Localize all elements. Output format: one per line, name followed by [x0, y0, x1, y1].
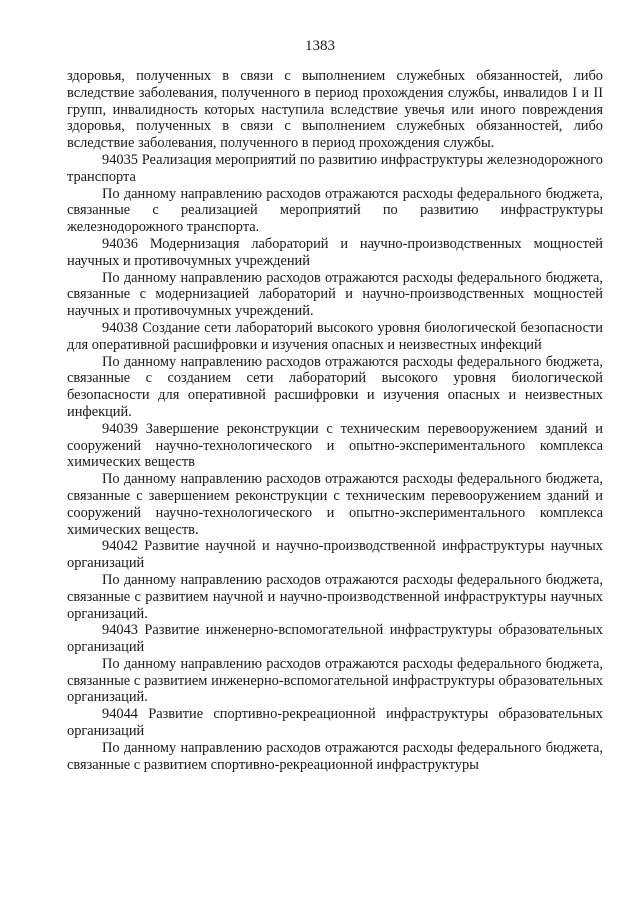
paragraph-continuation: здоровья, полученных в связи с выполнением служебных обязанностей, либо вследствие заболевания, полученного в период прохождения службы, инвалидов I и II групп, инвалидность которых наступила вследствие увечья или иного повреждения здоровья, полученных в связи с выполнением служебных обязанностей, либо вследствие заболевания, полученного в период прохождения службы. — [67, 68, 603, 152]
heading-94036: 94036 Модернизация лабораторий и научно-производственных мощностей научных и противочумных учреждений — [67, 235, 603, 269]
heading-94038: 94038 Создание сети лабораторий высокого уровня биологической безопасности для оперативной расшифровки и изучения опасных и неизвестных инфекций — [67, 319, 603, 353]
paragraph-94039: По данному направлению расходов отражаются расходы федерального бюджета, связанные с завершением реконструкции с техническим перевооружением зданий и сооружений научно-технологического и опытно-экспериментального комплекса химических веществ. — [67, 471, 603, 538]
paragraph-94043: По данному направлению расходов отражаются расходы федерального бюджета, связанные с развитием инженерно-вспомогательной инфраструктуры образовательных организаций. — [67, 655, 603, 706]
paragraph-94035: По данному направлению расходов отражаются расходы федерального бюджета, связанные с реализацией мероприятий по развитию инфраструктуры железнодорожного транспорта. — [67, 185, 603, 236]
heading-94044: 94044 Развитие спортивно-рекреационной инфраструктуры образовательных организаций — [67, 706, 603, 740]
heading-94039: 94039 Завершение реконструкции с техническим перевооружением зданий и сооружений научно-технологического и опытно-экспериментального комплекса химических веществ — [67, 420, 603, 471]
paragraph-94044: По данному направлению расходов отражаются расходы федерального бюджета, связанные с развитием спортивно-рекреационной инфраструктуры — [67, 739, 603, 773]
paragraph-94036: По данному направлению расходов отражаются расходы федерального бюджета, связанные с модернизацией лабораторий и научно-производственных мощностей научных и противочумных учреждений. — [67, 269, 603, 320]
paragraph-94038: По данному направлению расходов отражаются расходы федерального бюджета, связанные с созданием сети лабораторий высокого уровня биологической безопасности для оперативной расшифровки и изучения опасных и неизвестных инфекций. — [67, 353, 603, 420]
heading-94042: 94042 Развитие научной и научно-производственной инфраструктуры научных организаций — [67, 538, 603, 572]
heading-94043: 94043 Развитие инженерно-вспомогательной инфраструктуры образовательных организаций — [67, 622, 603, 656]
paragraph-94042: По данному направлению расходов отражаются расходы федерального бюджета, связанные с развитием научной и научно-производственной инфраструктуры научных организаций. — [67, 571, 603, 622]
page-number: 1383 — [305, 38, 335, 54]
heading-94035: 94035 Реализация мероприятий по развитию инфраструктуры железнодорожного транспорта — [67, 151, 603, 185]
document-body — [67, 68, 603, 773]
